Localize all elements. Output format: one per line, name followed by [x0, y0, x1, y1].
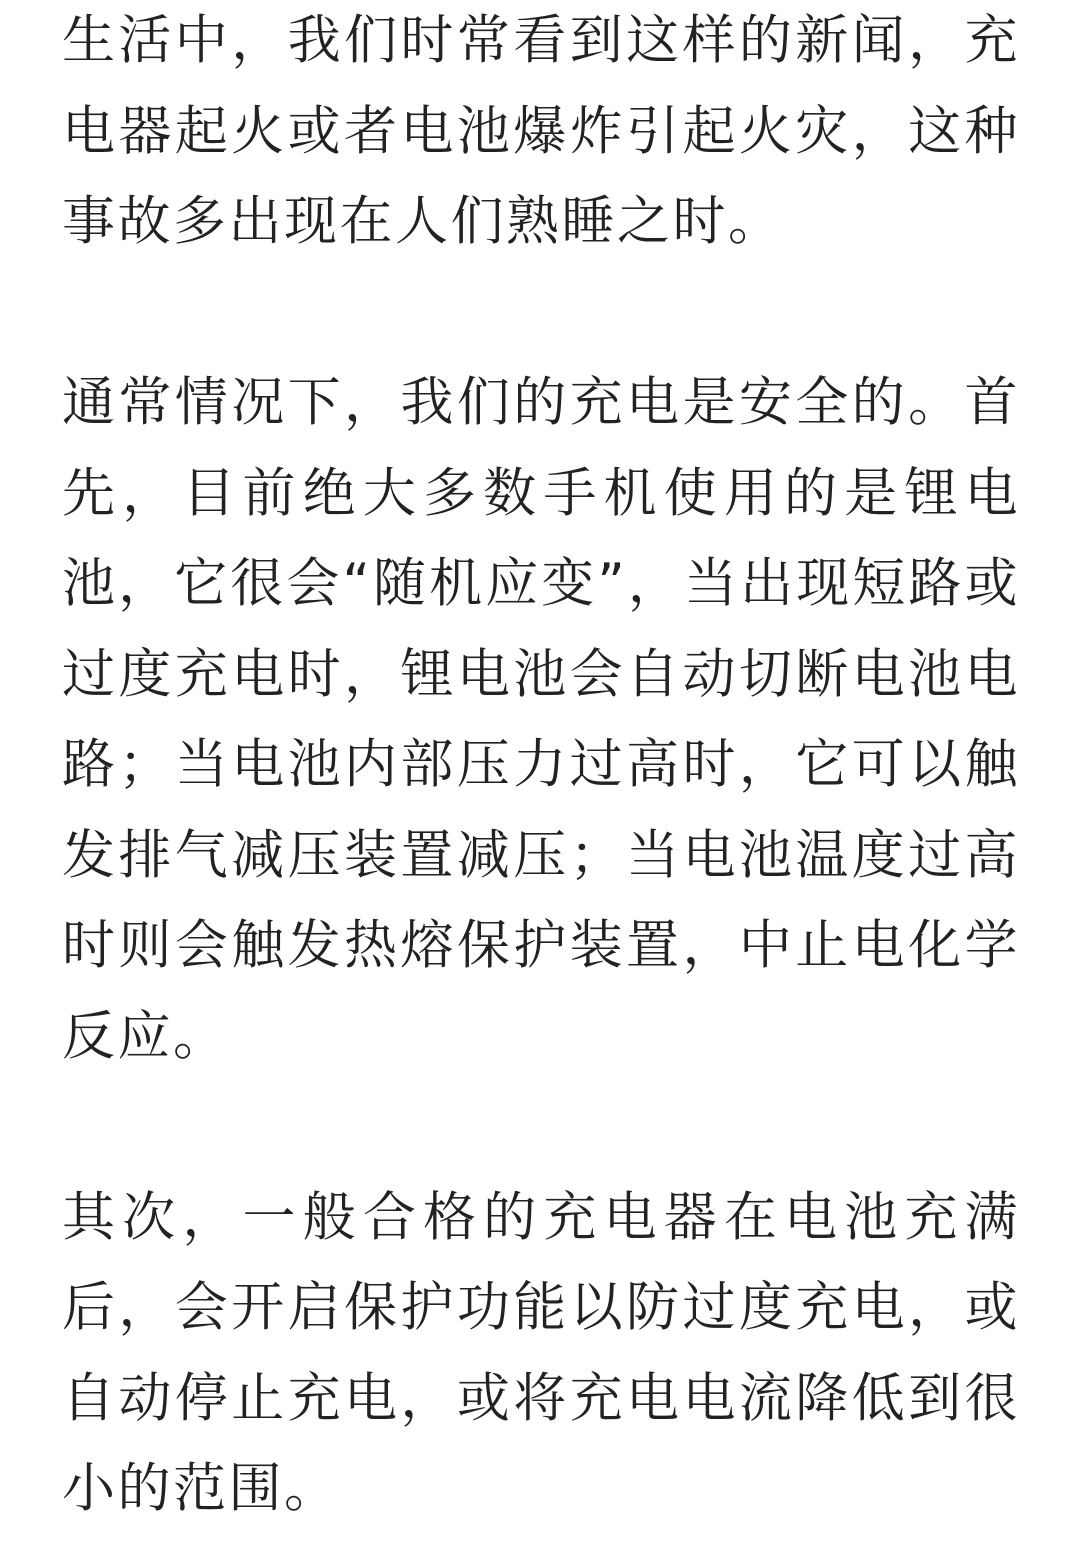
paragraph-battery-protection: 通常情况下，我们的充电是安全的。首先，目前绝大多数手机使用的是锂电池，它很会“随机应变”，当出现短路或过度充电时，锂电池会自动切断电池电路；当电池内部压力过高时，它可以触发排气减压装置减压；当电池温度过高时则会触发热熔保护装置，中止电化学反应。 — [62, 372, 1020, 1067]
paragraph-charger-protection: 其次，一般合格的充电器在电池充满后，会开启保护功能以防过度充电，或自动停止充电，或将充电电流降低到很小的范围。 — [62, 1186, 1020, 1519]
article-body — [62, 0, 1020, 1535]
paragraph-intro: 生活中，我们时常看到这样的新闻，充电器起火或者电池爆炸引起火灾，这种事故多出现在人们熟睡之时。 — [62, 10, 1020, 252]
